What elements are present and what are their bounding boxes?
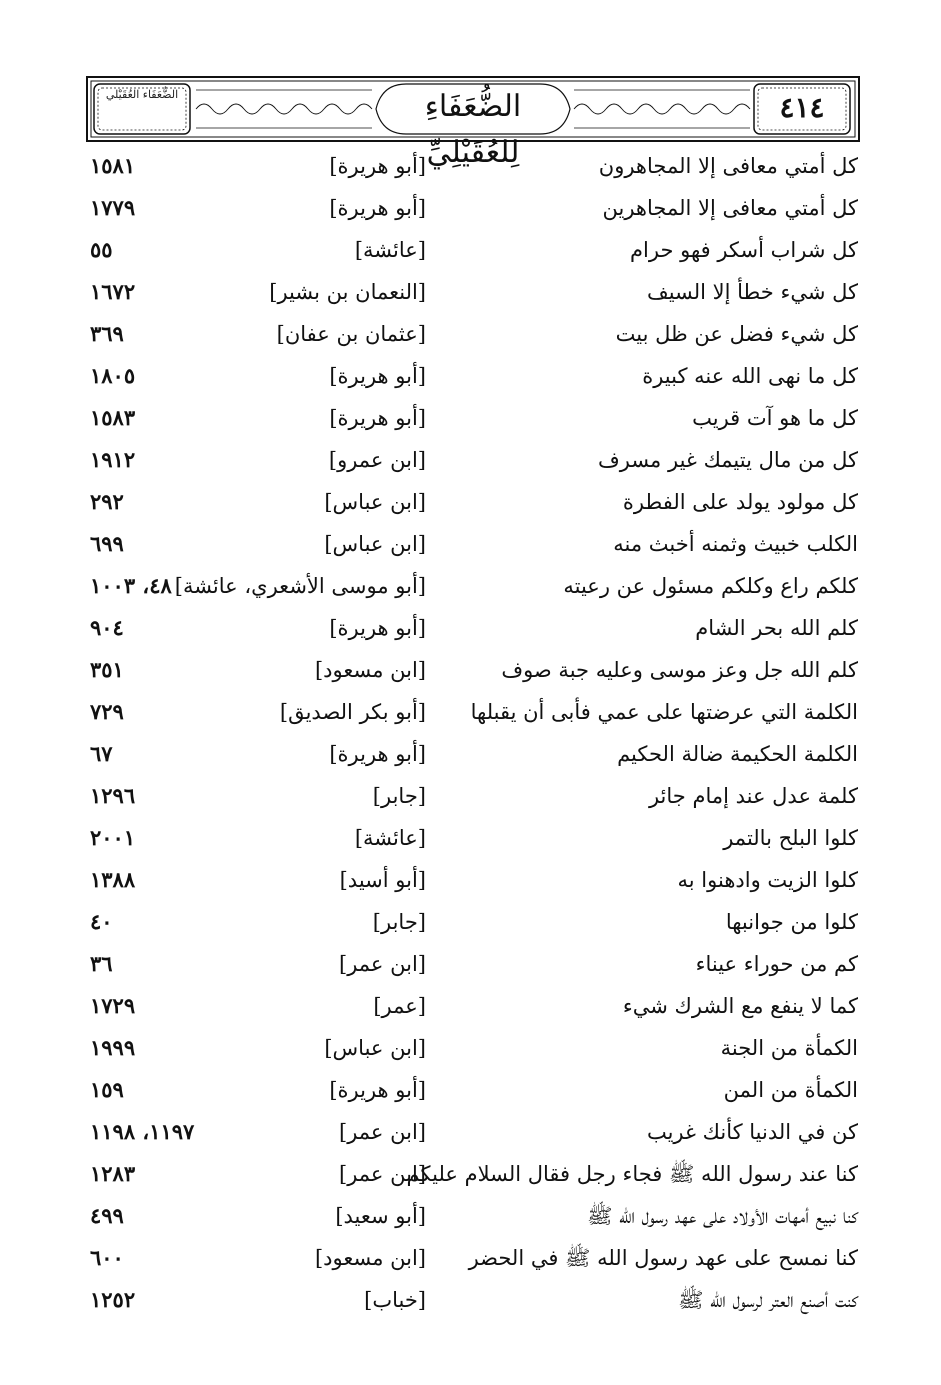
hadith-number: ١٨٠٥	[90, 363, 136, 388]
page-number: ٤١٤	[779, 91, 825, 124]
narrator: [أبو هريرة]	[329, 742, 426, 766]
hadith-text: الكمأة من الجنة	[720, 1036, 858, 1060]
hadith-text: كلوا من جوانبها	[725, 910, 858, 934]
hadith-number: ٤٨، ١٠٠٣	[90, 573, 172, 598]
hadith-text: كلكم راع وكلكم مسئول عن رعيته	[563, 574, 858, 598]
hadith-number: ٦٩٩	[90, 531, 124, 556]
narrator: [أبو أسيد]	[339, 868, 426, 892]
hadith-number: ١٣٨٨	[90, 867, 136, 892]
narrator: [ابن عباس]	[324, 532, 426, 556]
narrator: [عائشة]	[354, 238, 426, 262]
narrator: [أبو هريرة]	[329, 364, 426, 388]
index-entry	[0, 1027, 941, 1069]
index-entry	[0, 1111, 941, 1153]
index-entry	[0, 607, 941, 649]
index-entry	[0, 313, 941, 355]
narrator: [ابن عباس]	[324, 1036, 426, 1060]
index-entry	[0, 691, 941, 733]
hadith-text: كم من حوراء عيناء	[695, 952, 858, 976]
hadith-number: ١٧٧٩	[90, 195, 136, 220]
hadith-number: ١٥٩	[90, 1077, 124, 1102]
narrator: [ابن عمر]	[339, 952, 426, 976]
index-entry	[0, 775, 941, 817]
hadith-text: الكلمة الحكيمة ضالة الحكيم	[617, 742, 858, 766]
hadith-text: كلم الله جل وعز موسى وعليه جبة صوف	[501, 658, 858, 682]
index-entry	[0, 565, 941, 607]
hadith-text: كنا عند رسول الله ﷺ فجاء رجل فقال السلام عليكم	[406, 1162, 858, 1186]
index-entry	[0, 397, 941, 439]
index-entry	[0, 1237, 941, 1279]
book-emblem: الضُّعَفَاء العُقَيْلي	[105, 88, 179, 101]
index-entry	[0, 817, 941, 859]
narrator: [عائشة]	[354, 826, 426, 850]
index-entry	[0, 481, 941, 523]
narrator: [ابن مسعود]	[314, 1246, 426, 1270]
index-entry	[0, 859, 941, 901]
index-entry	[0, 1069, 941, 1111]
hadith-text: كلمة عدل عند إمام جائر	[648, 784, 858, 808]
hadith-number: ١٢٨٣	[90, 1161, 136, 1186]
hadith-number: ٣٦٩	[90, 321, 124, 346]
index-entry	[0, 733, 941, 775]
index-entry	[0, 1153, 941, 1195]
index-entry	[0, 229, 941, 271]
narrator: [النعمان بن بشير]	[269, 280, 426, 304]
hadith-number: ٤٠	[90, 909, 113, 934]
hadith-number: ٢٩٢	[90, 489, 124, 514]
hadith-text: كل أمتي معافى إلا المجاهرين	[602, 196, 858, 220]
hadith-number: ١٩٩٩	[90, 1035, 136, 1060]
narrator: [أبو بكر الصديق]	[279, 700, 426, 724]
index-entry	[0, 355, 941, 397]
hadith-number: ٢٠٠١	[90, 825, 136, 850]
narrator: [ابن عمر]	[339, 1120, 426, 1144]
hadith-text: كل شيء خطأ إلا السيف	[646, 280, 858, 304]
hadith-text: كل من مال يتيمك غير مسرف	[597, 448, 858, 472]
hadith-text: كلوا البلح بالتمر	[723, 826, 858, 850]
hadith-text: كل أمتي معافى إلا المجاهرون	[598, 154, 858, 178]
hadith-text: كل مولود يولد على الفطرة	[622, 490, 858, 514]
index-entry	[0, 1279, 941, 1321]
hadith-number: ١١٩٧، ١١٩٨	[90, 1119, 195, 1144]
hadith-text: كل ما نهى الله عنه كبيرة	[642, 364, 858, 388]
hadith-number: ١٧٢٩	[90, 993, 136, 1018]
running-title: الضُّعَفَاءِ لِلعُقَيْلِيِّ	[424, 89, 522, 170]
hadith-text: كل شيء فضل عن ظل بيت	[615, 322, 858, 346]
hadith-text: كما لا ينفع مع الشرك شيء	[622, 994, 858, 1018]
narrator: [ابن عمر]	[339, 1162, 426, 1186]
index-entry	[0, 187, 941, 229]
narrator: [أبو هريرة]	[329, 1078, 426, 1102]
index-entry	[0, 943, 941, 985]
hadith-number: ١٥٨٣	[90, 405, 136, 430]
hadith-number: ١٢٩٦	[90, 783, 136, 808]
narrator: [عثمان بن عفان]	[276, 322, 426, 346]
hadith-number: ٦٧	[90, 741, 113, 766]
narrator: [أبو هريرة]	[329, 154, 426, 178]
narrator: [ابن عباس]	[324, 490, 426, 514]
narrator: [جابر]	[372, 784, 426, 808]
index-entry	[0, 901, 941, 943]
narrator: [جابر]	[372, 910, 426, 934]
hadith-text: الكمأة من المن	[723, 1078, 858, 1102]
hadith-text: كنا نبيع أمهات الأولاد على عهد رسول الله ﷺ	[587, 1204, 858, 1228]
narrator: [عمر]	[373, 994, 426, 1018]
hadith-text: كل ما هو آت قريب	[692, 406, 858, 430]
hadith-number: ٤٩٩	[90, 1203, 124, 1228]
index-entry	[0, 985, 941, 1027]
hadith-text: كن في الدنيا كأنك غريب	[646, 1120, 858, 1144]
narrator: [أبو سعيد]	[335, 1204, 426, 1228]
hadith-text: كلم الله بحر الشام	[695, 616, 858, 640]
hadith-number: ٣٥١	[90, 657, 124, 682]
narrator: [أبو هريرة]	[329, 406, 426, 430]
index-entry	[0, 523, 941, 565]
hadith-number: ١٥٨١	[90, 153, 136, 178]
hadith-text: الكلمة التي عرضتها على عمي فأبى أن يقبلها	[470, 700, 858, 724]
hadith-number: ٦٠٠	[90, 1245, 124, 1270]
hadith-number: ٥٥	[90, 237, 113, 262]
narrator: [ابن عمرو]	[328, 448, 426, 472]
narrator: [خباب]	[364, 1288, 426, 1312]
index-entry	[0, 271, 941, 313]
index-entry	[0, 439, 941, 481]
hadith-text: كنا نمسح على عهد رسول الله ﷺ في الحضر	[468, 1246, 858, 1270]
index-entry	[0, 1195, 941, 1237]
hadith-number: ٣٦	[90, 951, 113, 976]
narrator: [ابن مسعود]	[314, 658, 426, 682]
hadith-number: ١٢٥٢	[90, 1287, 136, 1312]
hadith-text: كلوا الزيت وادهنوا به	[677, 868, 858, 892]
hadith-number: ٧٢٩	[90, 699, 124, 724]
hadith-text: كنت أصنع العتر لرسول الله ﷺ	[678, 1288, 858, 1312]
hadith-text: الكلب خبيث وثمنه أخبث منه	[613, 532, 858, 556]
index-entry	[0, 649, 941, 691]
hadith-text: كل شراب أسكر فهو حرام	[630, 238, 858, 262]
hadith-number: ٩٠٤	[90, 615, 124, 640]
hadith-number: ١٩١٢	[90, 447, 136, 472]
narrator: [أبو هريرة]	[329, 196, 426, 220]
narrator: [أبو موسى الأشعري، عائشة]	[174, 574, 426, 598]
narrator: [أبو هريرة]	[329, 616, 426, 640]
hadith-number: ١٦٧٢	[90, 279, 136, 304]
index-entry	[0, 145, 941, 187]
